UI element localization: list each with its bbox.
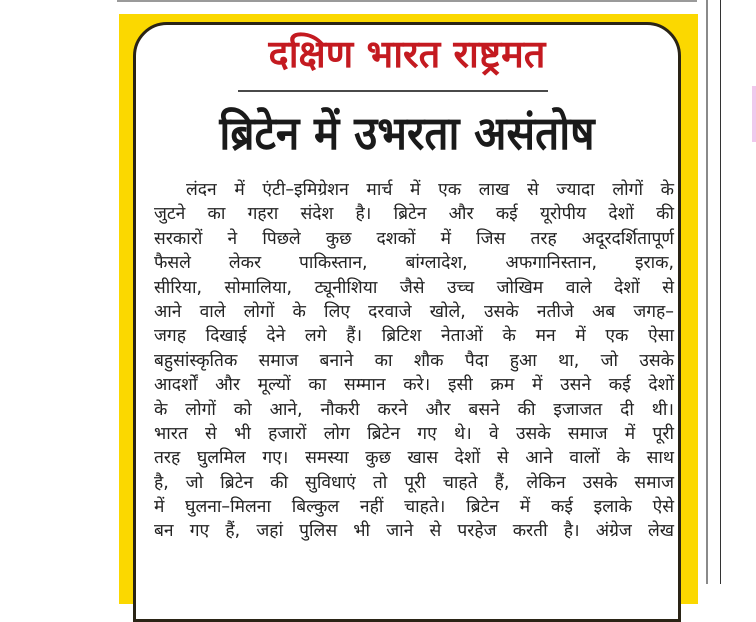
body-line: लंदन में एंटी–इमिग्रेशन मार्च में एक लाख से ज्यादा लोगों के: [186, 180, 674, 200]
body-line: तरह घुलमिल गए। समस्या कुछ खास देशों से आने वालों के साथ: [154, 448, 674, 469]
body-line: के लोगों को आने, नौकरी करने और बसने की इजाजत दी थी।: [154, 399, 674, 420]
masthead-divider: [238, 90, 548, 92]
article-headline: ब्रिटेन में उभरता असंतोष: [219, 106, 595, 160]
body-line: भारत से भी हजारों लोग ब्रिटेन गए थे। वे उसके समाज में पूरी: [154, 423, 674, 444]
body-line: सरकारों ने पिछले कुछ दशकों में जिस तरह अदूरदर्शितापूर्ण: [154, 228, 674, 249]
body-line: जगह दिखाई देने लगे हैं। ब्रिटिश नेताओं के मन में एक ऐसा: [154, 326, 674, 347]
body-line: आदर्शों और मूल्यों का सम्मान करे। इसी क्रम में उसने कई देशों: [154, 375, 674, 396]
body-line: सीरिया, सोमालिया, ट्यूनीशिया जैसे उच्च जोखिम वाले देशों से: [154, 277, 674, 298]
article-body: [154, 178, 674, 544]
body-line: में घुलना–मिलना बिल्कुल नहीं चाहते। ब्रिटेन में कई इलाके ऐसे: [154, 497, 674, 518]
body-line: बन गए हैं, जहां पुलिस भी जाने से परहेज करती है। अंग्रेज लेख: [154, 521, 674, 542]
column-divider-thin: [720, 0, 721, 584]
column-divider: [706, 0, 708, 584]
body-line: आने वाले लोगों के लिए दरवाजे खोले, उसके नतीजे अब जगह–: [154, 301, 674, 322]
body-line: है, जो ब्रिटेन की सुविधाएं तो पूरी चाहते हैं, लेकिन उसके समाज: [154, 472, 674, 493]
adjacent-column-edge: [752, 86, 756, 142]
body-line: फैसले लेकर पाकिस्तान, बांग्लादेश, अफगानिस्तान, इराक,: [154, 253, 674, 274]
body-line: बहुसांस्कृतिक समाज बनाने का शौक पैदा हुआ था, जो उसके: [154, 350, 674, 371]
body-line: जुटने का गहरा संदेश है। ब्रिटेन और कई यूरोपीय देशों की: [154, 204, 674, 225]
newspaper-masthead: दक्षिण भारत राष्ट्रमत: [268, 32, 546, 76]
page-top-rule: [117, 0, 697, 2]
